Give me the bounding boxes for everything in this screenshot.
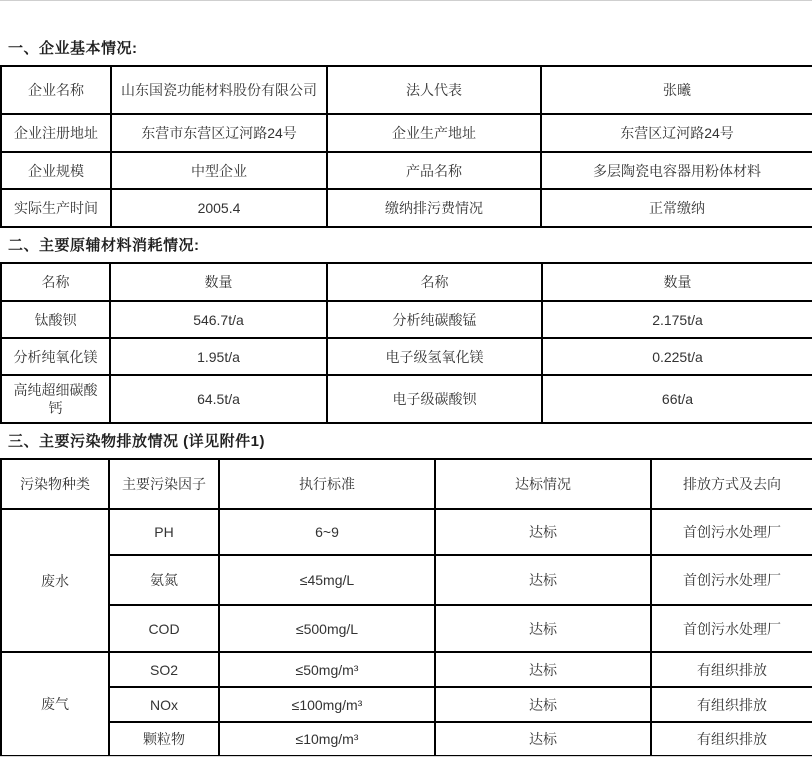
section3-title: 三、主要污染物排放情况 (详见附件1) [8,433,266,450]
pollutant-category: 废水 [1,509,109,652]
pollutant-factor: NOx [109,687,219,722]
field-label: 缴纳排污费情况 [327,189,541,227]
pollutant-factor: COD [109,605,219,652]
material-name: 电子级氢氧化镁 [327,338,542,375]
column-header: 数量 [110,263,327,301]
pollutant-status: 达标 [435,722,651,756]
pollutant-standard: ≤45mg/L [219,555,435,605]
column-header: 数量 [542,263,812,301]
material-qty: 546.7t/a [110,301,327,338]
field-value: 山东国瓷功能材料股份有限公司 [111,66,327,114]
field-label: 企业规模 [1,152,111,189]
table-row [1,555,812,605]
column-header: 执行标准 [219,459,435,509]
material-qty: 0.225t/a [542,338,812,375]
pollutant-factor: 颗粒物 [109,722,219,756]
material-qty: 64.5t/a [110,375,327,423]
field-value: 中型企业 [111,152,327,189]
pollutant-standard: ≤10mg/m³ [219,722,435,756]
pollutant-status: 达标 [435,605,651,652]
material-qty: 1.95t/a [110,338,327,375]
material-name: 钛酸钡 [1,301,110,338]
column-header: 排放方式及去向 [651,459,812,509]
pollutant-destination: 有组织排放 [651,652,812,687]
pollutant-destination: 首创污水处理厂 [651,605,812,652]
field-label: 企业注册地址 [1,114,111,152]
material-qty: 2.175t/a [542,301,812,338]
raw-materials-table [0,262,812,424]
pollutant-status: 达标 [435,687,651,722]
column-header: 达标情况 [435,459,651,509]
section2-title: 二、主要原辅材料消耗情况: [8,237,200,254]
pollutant-destination: 有组织排放 [651,722,812,756]
pollutant-standard: ≤50mg/m³ [219,652,435,687]
table-row [1,66,812,114]
table-row [1,722,812,756]
field-value: 2005.4 [111,189,327,227]
field-value: 东营区辽河路24号 [541,114,812,152]
pollutant-emissions-table [0,458,812,757]
table-row [1,338,812,375]
material-name: 高纯超细碳酸钙 [1,375,110,423]
column-header: 名称 [327,263,542,301]
table-row [1,605,812,652]
column-header: 主要污染因子 [109,459,219,509]
material-name: 分析纯碳酸锰 [327,301,542,338]
table-row [1,189,812,227]
pollutant-standard: ≤100mg/m³ [219,687,435,722]
pollutant-factor: SO2 [109,652,219,687]
table-row [1,509,812,555]
table-row [1,152,812,189]
table-row [1,687,812,722]
basic-info-table [0,65,812,228]
field-label: 产品名称 [327,152,541,189]
pollutant-standard: ≤500mg/L [219,605,435,652]
field-value: 正常缴纳 [541,189,812,227]
field-value: 东营市东营区辽河路24号 [111,114,327,152]
pollutant-destination: 首创污水处理厂 [651,555,812,605]
material-name: 分析纯氧化镁 [1,338,110,375]
table-row [1,114,812,152]
field-value: 张曦 [541,66,812,114]
pollutant-destination: 首创污水处理厂 [651,509,812,555]
table-header-row [1,459,812,509]
table-row [1,375,812,423]
field-label: 企业生产地址 [327,114,541,152]
table-row [1,652,812,687]
column-header: 污染物种类 [1,459,109,509]
pollutant-factor: PH [109,509,219,555]
section1-title: 一、企业基本情况: [8,40,138,57]
pollutant-status: 达标 [435,555,651,605]
pollutant-destination: 有组织排放 [651,687,812,722]
table-row [1,301,812,338]
field-value: 多层陶瓷电容器用粉体材料 [541,152,812,189]
field-label: 实际生产时间 [1,189,111,227]
pollutant-factor: 氨氮 [109,555,219,605]
pollutant-status: 达标 [435,652,651,687]
field-label: 法人代表 [327,66,541,114]
table-header-row [1,263,812,301]
field-label: 企业名称 [1,66,111,114]
material-name: 电子级碳酸钡 [327,375,542,423]
pollutant-standard: 6~9 [219,509,435,555]
material-qty: 66t/a [542,375,812,423]
pollutant-category: 废气 [1,652,109,756]
pollutant-status: 达标 [435,509,651,555]
column-header: 名称 [1,263,110,301]
